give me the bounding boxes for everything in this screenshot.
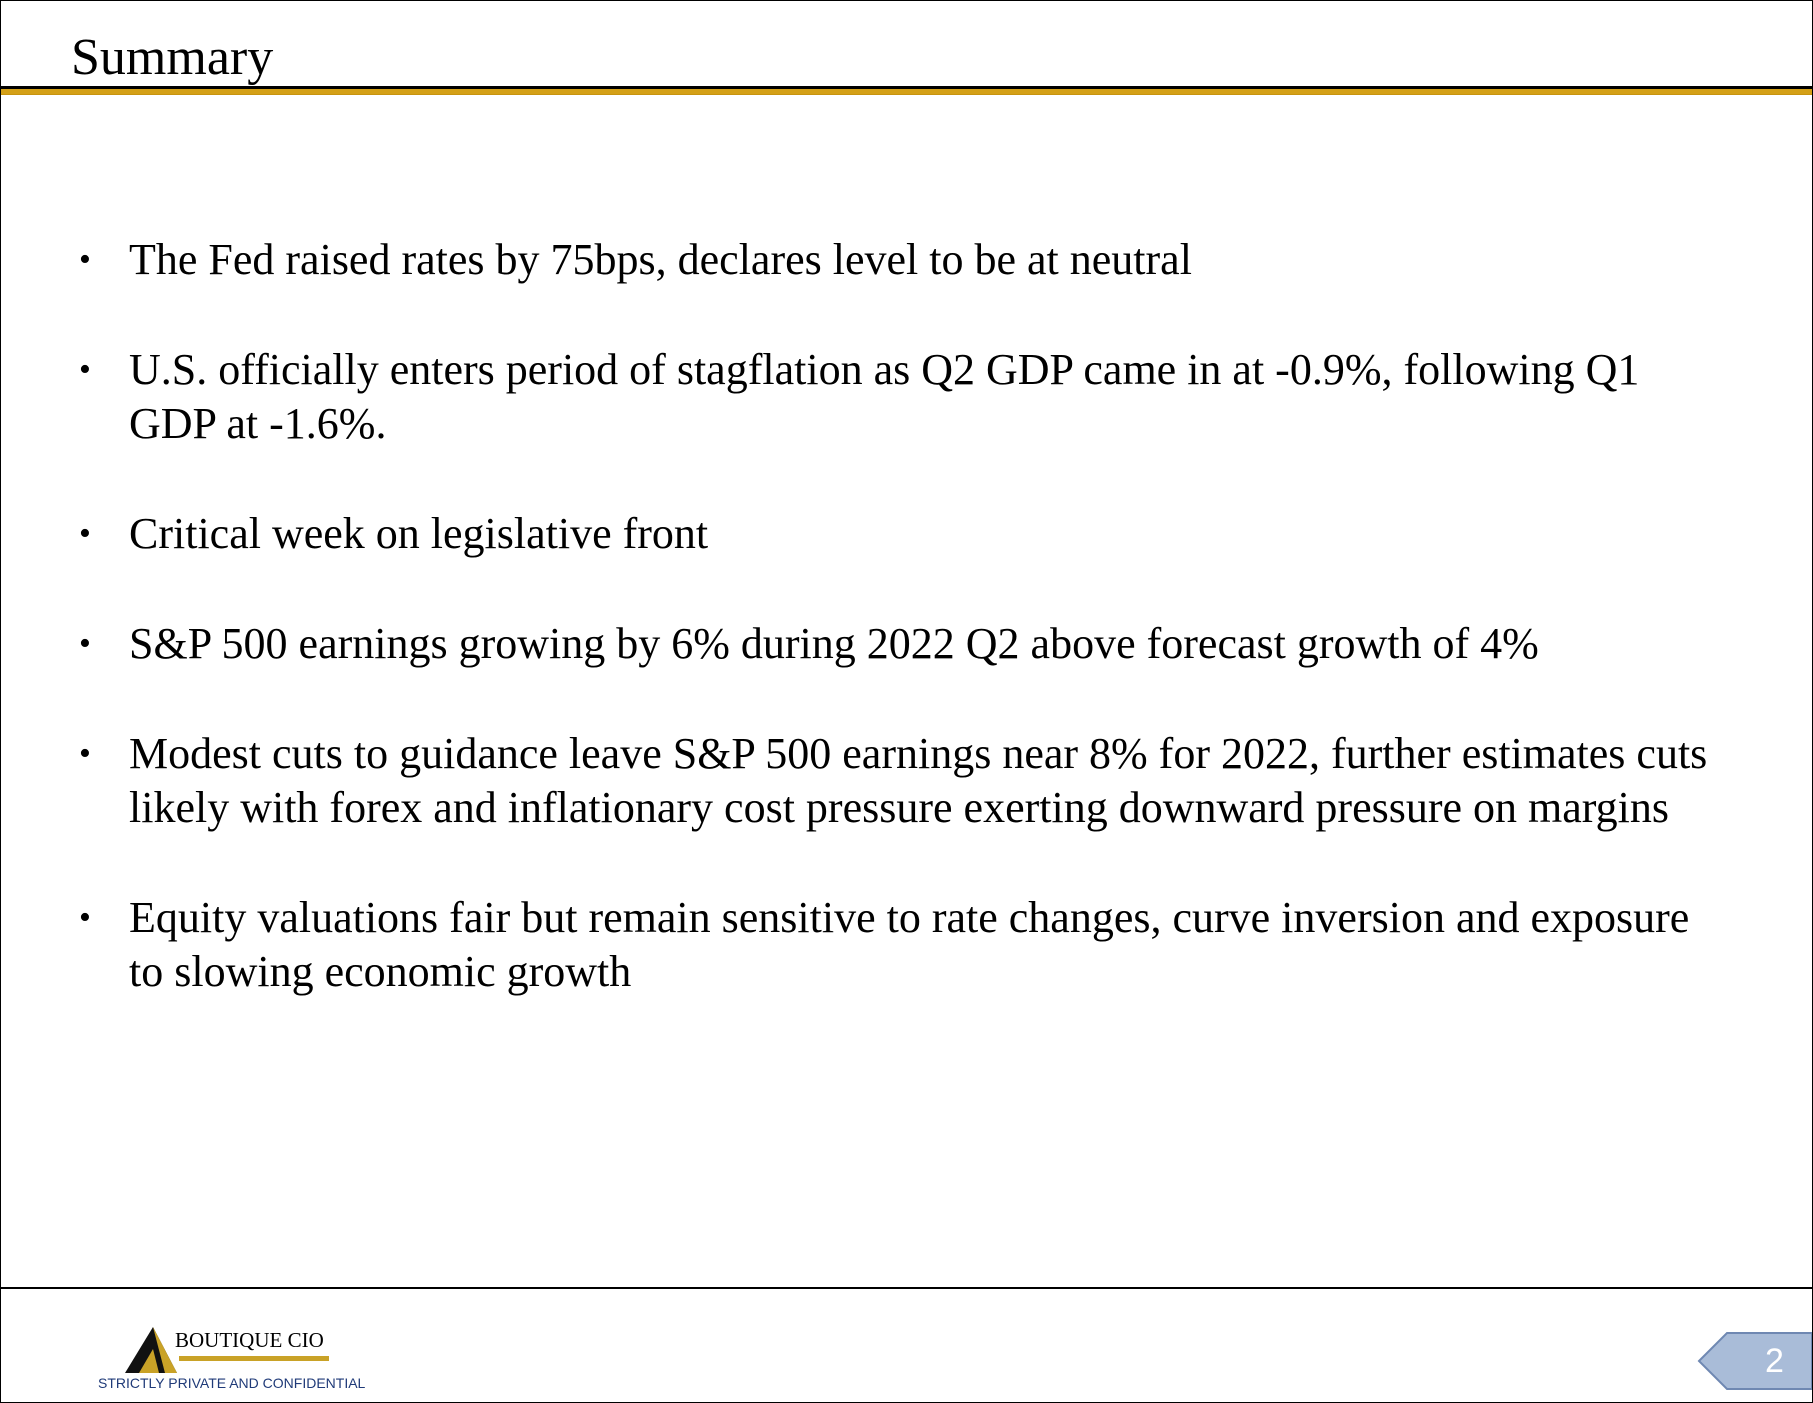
bullet-dot-icon: •: [79, 241, 91, 278]
bullet-item: [71, 617, 1711, 671]
summary-bullet-list: [71, 233, 1711, 999]
bullet-text: U.S. officially enters period of stagflation as Q2 GDP came in at -0.9%, following Q1 GDP at -1.6%.: [129, 345, 1640, 448]
bullet-text: S&P 500 earnings growing by 6% during 2022 Q2 above forecast growth of 4%: [129, 619, 1539, 668]
slide-title: Summary: [71, 29, 274, 86]
footer-divider: [1, 1287, 1812, 1289]
bullet-dot-icon: •: [79, 351, 91, 388]
logo-mountain-icon: [123, 1321, 183, 1377]
bullet-text: Critical week on legislative front: [129, 509, 709, 558]
bullet-dot-icon: •: [79, 735, 91, 772]
page-number: 2: [1765, 1342, 1784, 1380]
confidential-notice: STRICTLY PRIVATE AND CONFIDENTIAL: [98, 1375, 366, 1391]
logo-text: BOUTIQUE CIO: [175, 1328, 324, 1352]
bullet-dot-icon: •: [79, 515, 91, 552]
bullet-text: Modest cuts to guidance leave S&P 500 earnings near 8% for 2022, further estimates cuts likely with forex and inflationary cost pressure exerting downward pressure on margins: [129, 729, 1708, 832]
logo-gold-bar: [179, 1356, 329, 1361]
bullet-item: [71, 343, 1711, 451]
title-divider: [1, 86, 1812, 94]
page-number-badge: [1697, 1332, 1812, 1390]
bullet-item: [71, 891, 1711, 999]
title-divider-underline: [1, 94, 1812, 95]
bullet-dot-icon: •: [79, 899, 91, 936]
bullet-item: [71, 233, 1711, 287]
bullet-item: [71, 727, 1711, 835]
bullet-dot-icon: •: [79, 625, 91, 662]
bullet-text: Equity valuations fair but remain sensitive to rate changes, curve inversion and exposure to slowing economic growth: [129, 893, 1690, 996]
bullet-text: The Fed raised rates by 75bps, declares level to be at neutral: [129, 235, 1192, 284]
bullet-item: [71, 507, 1711, 561]
company-logo: [123, 1321, 343, 1381]
